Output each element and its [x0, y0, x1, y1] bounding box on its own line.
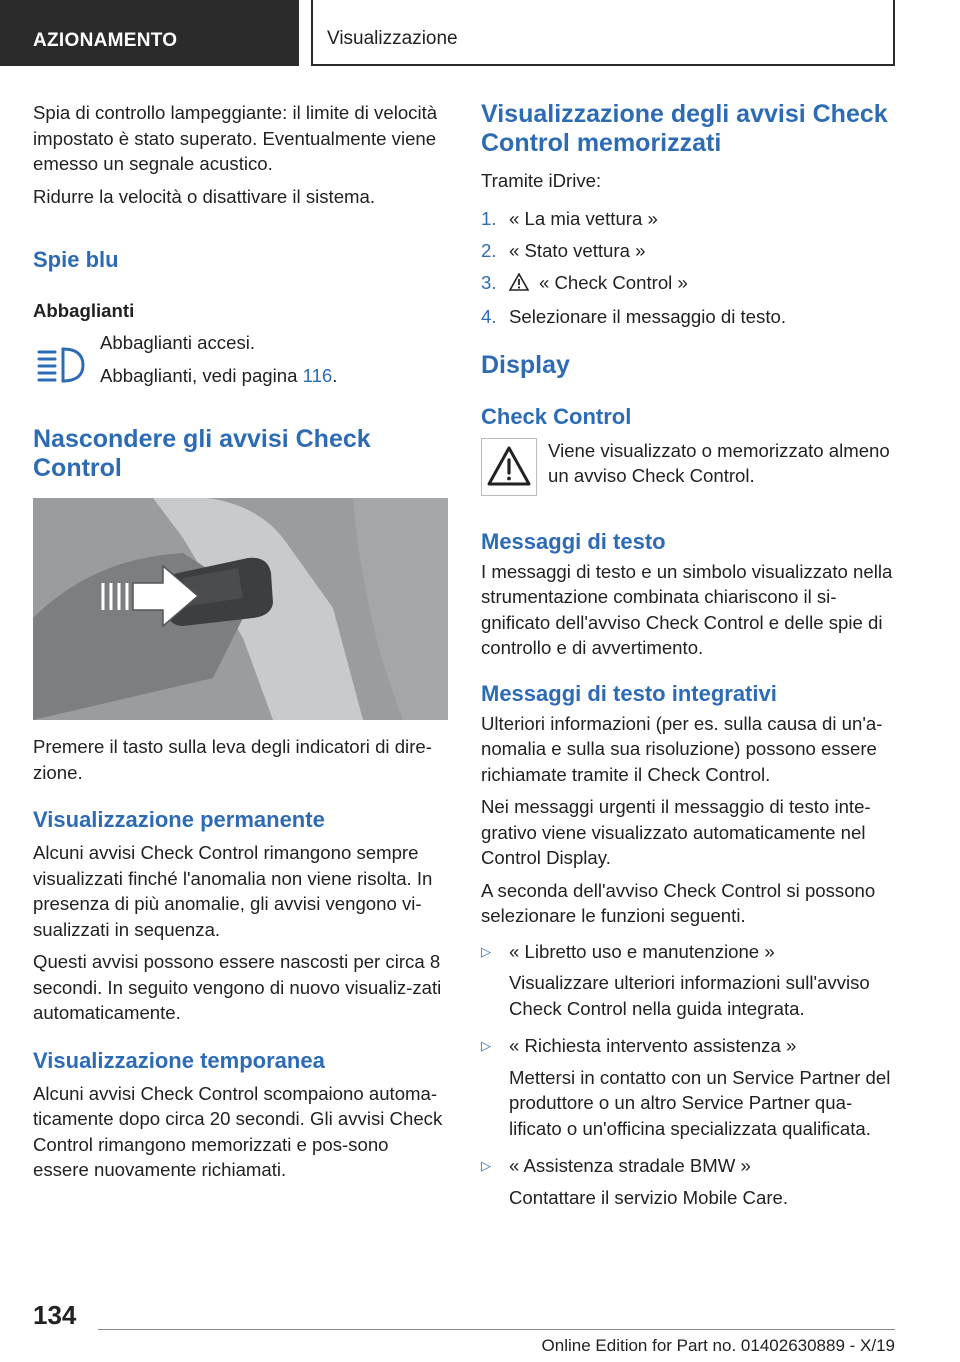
option-title: « Richiesta intervento assistenza » [509, 1035, 797, 1056]
paragraph-temporanea: Alcuni avvisi Check Control scompaiono automa-ticamente dopo circa 20 secondi. Gli avvisi Check Control rimangono memorizzati e pos-sono essere nuovamente richiamati. [33, 1082, 443, 1180]
heading-integrativi: Messaggi di testo integrativi [481, 680, 777, 706]
high-beam-entry [33, 330, 448, 395]
heading-display: Display [481, 350, 570, 379]
heading-temporanea: Visualizzazione temporanea [33, 1047, 325, 1073]
paragraph-permanente-2: Questi avvisi possono essere nascosti per circa 8 secondi. In seguito vengono di nuovo visualiz-zati automaticamente. [33, 951, 442, 1023]
paragraph-reduce-speed: Ridurre la velocità o disattivare il sistema. [33, 185, 376, 207]
paragraph-integrativi-1: Ulteriori informazioni (per es. sulla causa di un'a-nomalia e sulla sua risoluzione) possono essere richiamate tramite il Check Control. [481, 712, 883, 785]
heading-memorizzati: Visualizzazione degli avvisi Check Control memorizzati [481, 100, 888, 157]
heading-permanente: Visualizzazione permanente [33, 807, 325, 832]
paragraph-integrativi-3: A seconda dell'avviso Check Control si possono selezionare le funzioni seguenti. [481, 879, 876, 926]
paragraph-integrativi-2: Nei messaggi urgenti il messaggio di testo inte-grativo viene visualizzato automaticamente nel Control Display. [481, 796, 871, 868]
triangle-bullet-icon: ▷ [481, 943, 491, 959]
option-desc: Visualizzare ulteriori informazioni sull'avviso Check Control nella guida integrata. [509, 972, 870, 1019]
check-control-entry [481, 438, 896, 501]
warning-triangle-icon [481, 438, 548, 501]
page-number: 134 [33, 1300, 77, 1330]
heading-nascondere: Nascondere gli avvisi Check Control [33, 425, 371, 482]
step-item: 2. « Stato vettura » [481, 239, 646, 261]
paragraph-permanente-1: Alcuni avvisi Check Control rimangono sempre visualizzati finché l'anomalia non viene risolta. In presenza di più anomalie, gli avvisi vengono vi-sualizzati in sequenza. [33, 842, 433, 940]
paragraph-idrive: Tramite iDrive: [481, 170, 602, 191]
option-item [481, 939, 896, 1028]
heading-spie-blu: Spie blu [33, 247, 119, 272]
section-tab: AZIONAMENTO [0, 0, 299, 66]
steps-list [481, 206, 896, 329]
high-beam-text [100, 330, 448, 395]
paragraph-warning-blink: Spia di controllo lampeggiante: il limite di velocità impostato è stato superato. Eventualmente viene emesso un segnale acustico. [33, 102, 438, 174]
heading-abbaglianti: Abbaglianti [33, 300, 135, 321]
high-beam-on: Abbaglianti accesi. [100, 332, 256, 353]
step-item: 1. « La mia vettura » [481, 207, 658, 229]
option-title: « Assistenza stradale BMW » [509, 1155, 751, 1176]
triangle-bullet-icon: ▷ [481, 1038, 491, 1053]
step-item: 4. Selezionare il messaggio di testo. [481, 305, 786, 327]
step-item: 3. « Check Control » [481, 270, 896, 297]
page-link-116[interactable]: 116 [302, 364, 333, 386]
option-desc: Contattare il servizio Mobile Care. [509, 1186, 789, 1208]
right-column [481, 100, 896, 1222]
heading-messaggi: Messaggi di testo [481, 528, 666, 554]
page-header [0, 0, 960, 66]
left-column [33, 100, 448, 1190]
options-list [481, 939, 896, 1217]
warning-triangle-icon [509, 270, 539, 297]
option-desc: Mettersi in contatto con un Service Partner del produttore o un altro Service Partner qua-lificato o un'officina specializzata qualificata. [509, 1066, 891, 1139]
paragraph-messaggi: I messaggi di testo e un simbolo visualizzato nella strumentazione combinata chiariscono il si-gnificato dell'avviso Check Control e delle spie di controllo e di avvertimento. [481, 560, 893, 658]
triangle-bullet-icon: ▷ [481, 1158, 491, 1173]
option-item [481, 1153, 896, 1216]
heading-check-control: Check Control [481, 403, 632, 429]
footer-divider [98, 1329, 895, 1330]
option-title: « Libretto uso e manutenzione » [509, 940, 775, 962]
topic-tab: Visualizzazione [311, 0, 895, 66]
high-beam-icon [33, 330, 100, 389]
high-beam-ref: Abbaglianti, vedi pagina 116. [100, 364, 338, 386]
paragraph-check-control: Viene visualizzato o memorizzato almeno un avviso Check Control. [548, 439, 890, 486]
paragraph-premere: Premere il tasto sulla leva degli indicatori di dire-zione. [33, 736, 432, 783]
option-item [481, 1033, 896, 1147]
footer-edition: Online Edition for Part no. 01402630889 - X/19 [541, 1336, 895, 1355]
stalk-illustration [33, 498, 448, 720]
